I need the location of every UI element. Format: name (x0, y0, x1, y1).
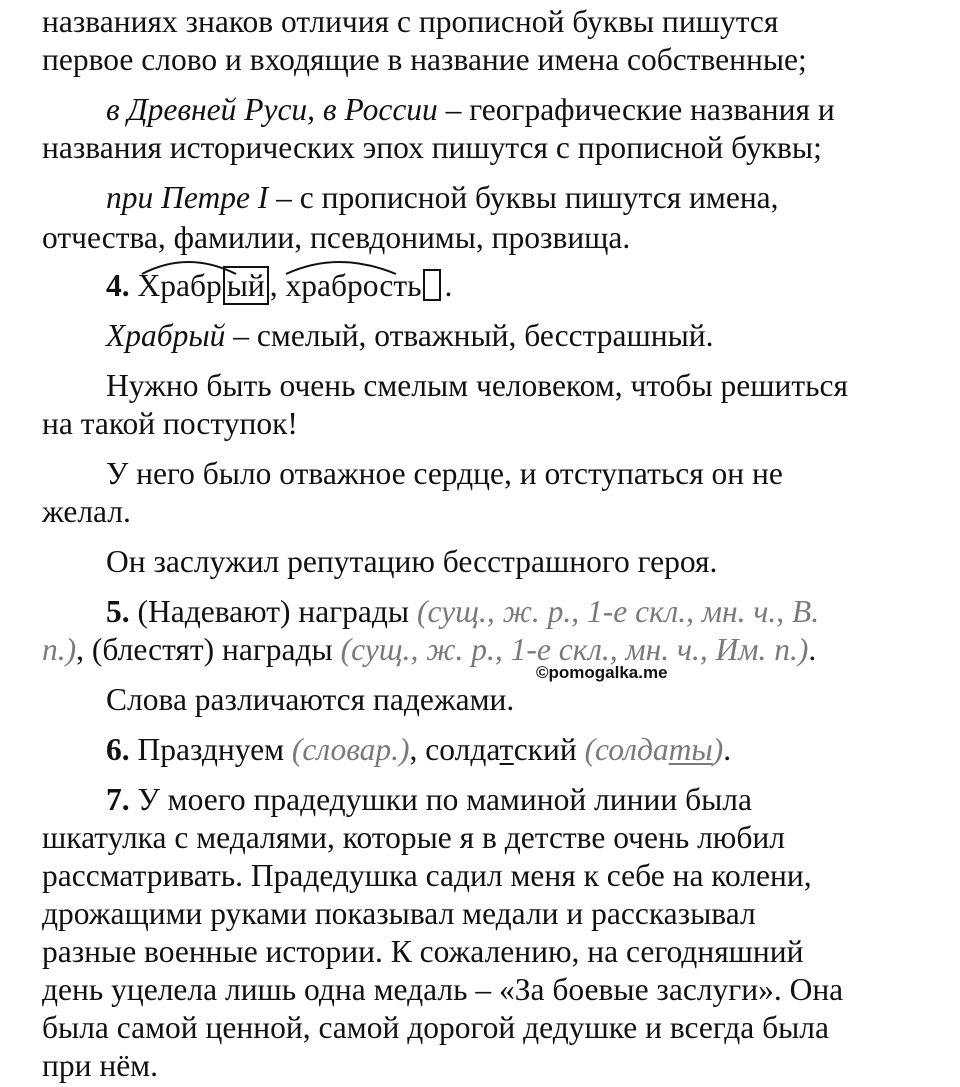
task-number: 4. (106, 268, 130, 303)
text-line: отчества, фамилии, псевдонимы, прозвища. (42, 220, 631, 255)
text-line: рассматривать. Прадедушка садил меня к себе на колени, (42, 858, 812, 893)
root-arc-1 (142, 262, 236, 274)
text-line: на такой поступок! (42, 406, 298, 441)
task-7-line: 7. У моего прадедушки по маминой линии была (106, 782, 752, 817)
text-line: Слова различаются падежами. (106, 682, 515, 717)
text-line: шкатулка с медалями, которые я в детстве очень любил (42, 820, 785, 855)
text-line: при Петре I – с прописной буквы пишутся имена, (106, 180, 779, 215)
text-line: Он заслужил репутацию бесстрашного героя. (106, 544, 718, 579)
root-arc-2 (286, 262, 396, 274)
text-line: в Древней Руси, в России – географические названия и (106, 92, 835, 127)
text-line: У него было отважное сердце, и отступаться он не (106, 456, 783, 491)
italic-phrase: в Древней Руси, в России (106, 92, 438, 127)
word-root: храбрость (285, 268, 422, 303)
task-6-line: 6. Празднуем (словар.), солдатский (солдаты). (106, 732, 732, 767)
text-line: п.), (блестят) награды (сущ., ж. р., 1-е скл., мн. ч., Им. п.). (42, 632, 817, 667)
text-line: желал. (42, 494, 131, 529)
text-line: Нужно быть очень смелым человеком, чтобы решиться (106, 368, 848, 403)
italic-phrase: при Петре I (106, 180, 269, 215)
grammar-note: (сущ., ж. р., 1-е скл., мн. ч., В. (416, 594, 820, 629)
text-line: дрожащими руками показывал медали и рассказывал (42, 896, 756, 931)
underlined-letter: т (499, 732, 514, 767)
task-number: 5. (106, 594, 130, 629)
grammar-note: (словар.) (291, 732, 410, 767)
italic-phrase: Храбрый (106, 318, 226, 353)
text-line: была самой ценной, самой дорогой дедушке и всегда была (42, 1010, 829, 1045)
underlined-letter: д (201, 732, 218, 767)
text-line: разные военные истории. К сожалению, на сегодняшний (42, 934, 804, 969)
check-word: (солдаты) (584, 732, 724, 767)
text-line: названиях знаков отличия с прописной буквы пишутся (42, 4, 779, 39)
grammar-note: (сущ., ж. р., 1-е скл., мн. ч., Им. п.) (340, 632, 809, 667)
word-ending-box: ый (223, 266, 269, 305)
task-4-line: 4. Храбр ый , храбрость . (106, 268, 453, 303)
task-5-line: 5. (Надевают) награды (сущ., ж. р., 1-е скл., мн. ч., В. (106, 594, 820, 629)
grammar-note: п.) (42, 632, 77, 667)
text-line: при нём. (42, 1048, 158, 1083)
text-line: названия исторических эпох пишутся с прописной буквы; (42, 130, 822, 165)
task-number: 6. (106, 732, 130, 767)
word-root: Храбр (137, 268, 222, 303)
text-line: первое слово и входящие в название имена собственные; (42, 42, 807, 77)
text-line: Храбрый – смелый, отважный, бесстрашный. (106, 318, 714, 353)
watermark: ©pomogalka.me (536, 663, 668, 682)
task-number: 7. (106, 782, 130, 817)
root-arc-marks (138, 256, 438, 280)
text-line: день уцелела лишь одна медаль – «За боевые заслуги». Она (42, 972, 844, 1007)
